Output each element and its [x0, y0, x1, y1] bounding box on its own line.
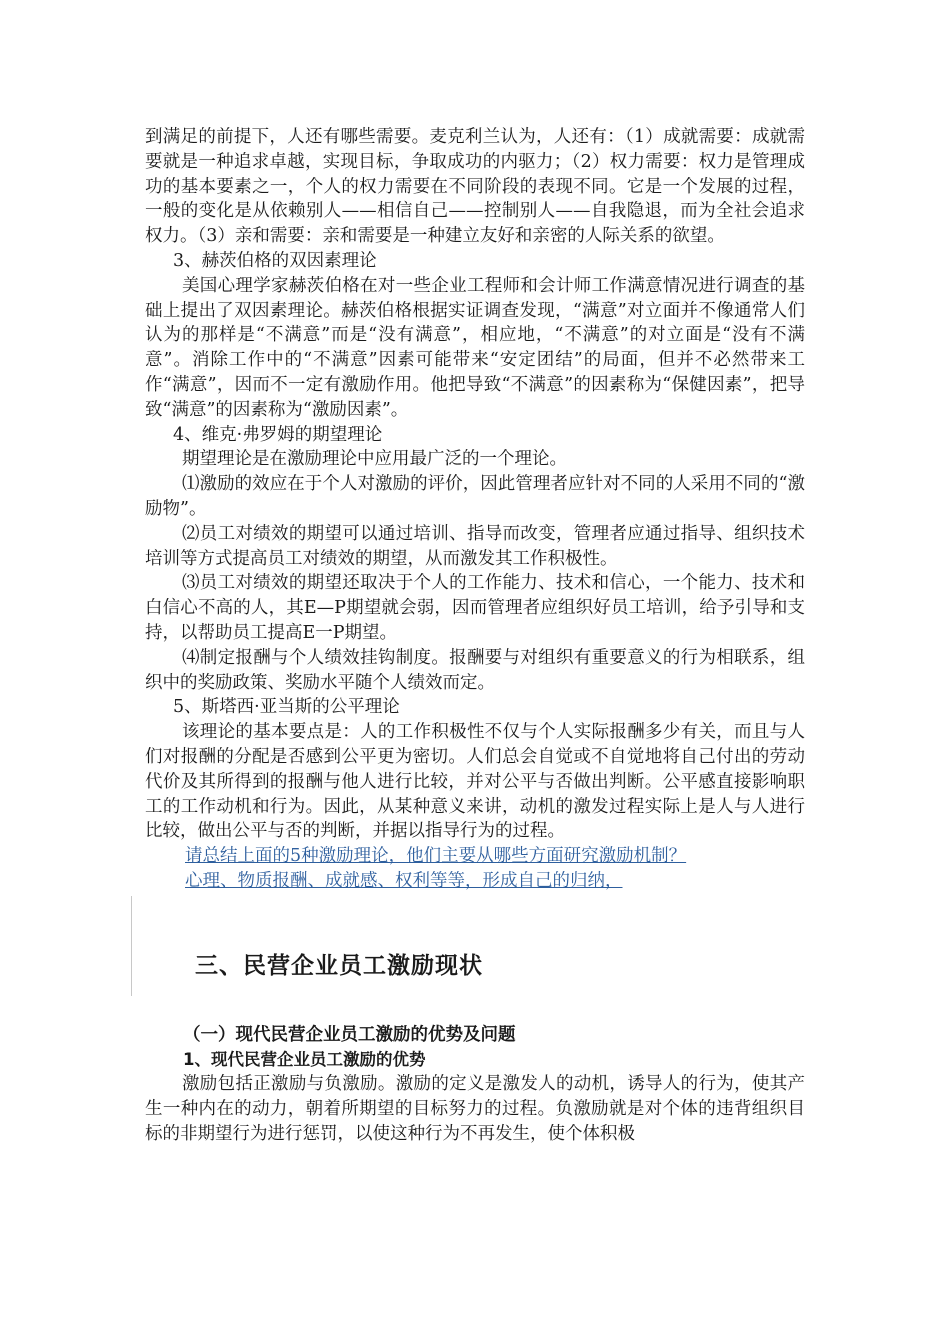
- comment-answer[interactable]: [185, 869, 805, 894]
- document-page: [145, 125, 805, 1147]
- subsubsection-title: 1、现代民营企业员工激励的优势: [183, 1050, 426, 1070]
- heading-adams: 5、斯塔西·亚当斯的公平理论: [173, 697, 400, 718]
- subsection-title: （一）现代民营企业员工激励的优势及问题: [183, 1025, 516, 1046]
- paragraph-mcclelland: 到满足的前提下，人还有哪些需要。麦克利兰认为，人还有：（1）成就需要：成就需要就是一种追求卓越，实现目标，争取成功的内驱力；（2）权力需要：权力是管理成功的基本要素之一，个人的权力需要在不同阶段的表现不同。它是一个发展的过程，一般的变化是从依赖别人——相信自己——控制别人——自我隐退，而为全社会追求权力。（3）亲和需要：亲和需要是一种建立友好和亲密的人际关系的欲望。: [145, 127, 805, 247]
- vroom-point-4: ⑷制定报酬与个人绩效挂钩制度。报酬要与对组织有重要意义的行为相联系，组织中的奖励政策、奖励水平随个人绩效而定。: [145, 647, 805, 693]
- comment-question[interactable]: [185, 844, 805, 869]
- vroom-point-2: ⑵员工对绩效的期望可以通过培训、指导而改变，管理者应通过指导、组织技术培训等方式提高员工对绩效的期望，从而激发其工作积极性。: [145, 523, 805, 569]
- paragraph-herzberg: 美国心理学家赫茨伯格在对一些企业工程师和会计师工作满意情况进行调查的基础上提出了双因素理论。赫茨伯格根据实证调查发现，“满意”对立面并不像通常人们认为的那样是“不满意”而是“没有满意”，相应地，“不满意”的对立面是“没有不满意”。消除工作中的“不满意”因素可能带来“安定团结”的局面，但并不必然带来工作“满意”，因而不一定有激励作用。他把导致“不满意”的因素称为“保健因素”，把导致“满意”的因素称为“激励因素”。: [145, 275, 805, 420]
- vroom-point-3: ⑶员工对绩效的期望还取决于个人的工作能力、技术和信心，一个能力、技术和白信心不高的人，其E—P期望就会弱，因而管理者应组织好员工培训，给予引导和支持，以帮助员工提高E一P期望。: [145, 573, 805, 643]
- comment-answer-text: 心理、物质报酬、成就感、权利等等，形成自己的归纳，: [185, 871, 623, 892]
- heading-herzberg: 3、赫茨伯格的双因素理论: [173, 250, 377, 271]
- heading-vroom: 4、维克·弗罗姆的期望理论: [173, 424, 383, 445]
- paragraph-vroom-intro: 期望理论是在激励理论中应用最广泛的一个理论。: [182, 449, 567, 470]
- comment-margin-bar: [131, 896, 132, 996]
- vroom-point-1: ⑴激励的效应在于个人对激励的评价，因此管理者应针对不同的人采用不同的“激励物”。: [145, 474, 805, 519]
- paragraph-adams: 该理论的基本要点是：人的工作积极性不仅与个人实际报酬多少有关，而且与人们对报酬的分配是否感到公平更为密切。人们总会自觉或不自觉地将自己付出的劳动代价及其所得到的报酬与他人进行比较，并对公平与否做出判断。公平感直接影响职工的工作动机和行为。因此，从某种意义来讲，动机的激发过程实际上是人与人进行比较，做出公平与否的判断，并据以指导行为的过程。: [145, 722, 805, 842]
- comment-question-text: 请总结上面的5种激励理论，他们主要从哪些方面研究激励机制？: [185, 846, 687, 867]
- paragraph-incentive-definition: 激励包括正激励与负激励。激励的定义是激发人的动机，诱导人的行为，使其产生一种内在的动力，朝着所期望的目标努力的过程。负激励就是对个体的违背组织目标的非期望行为进行惩罚，以使这种行为不再发生，使个体积极: [145, 1074, 805, 1144]
- section-title: 三、民营企业员工激励现状: [195, 953, 483, 980]
